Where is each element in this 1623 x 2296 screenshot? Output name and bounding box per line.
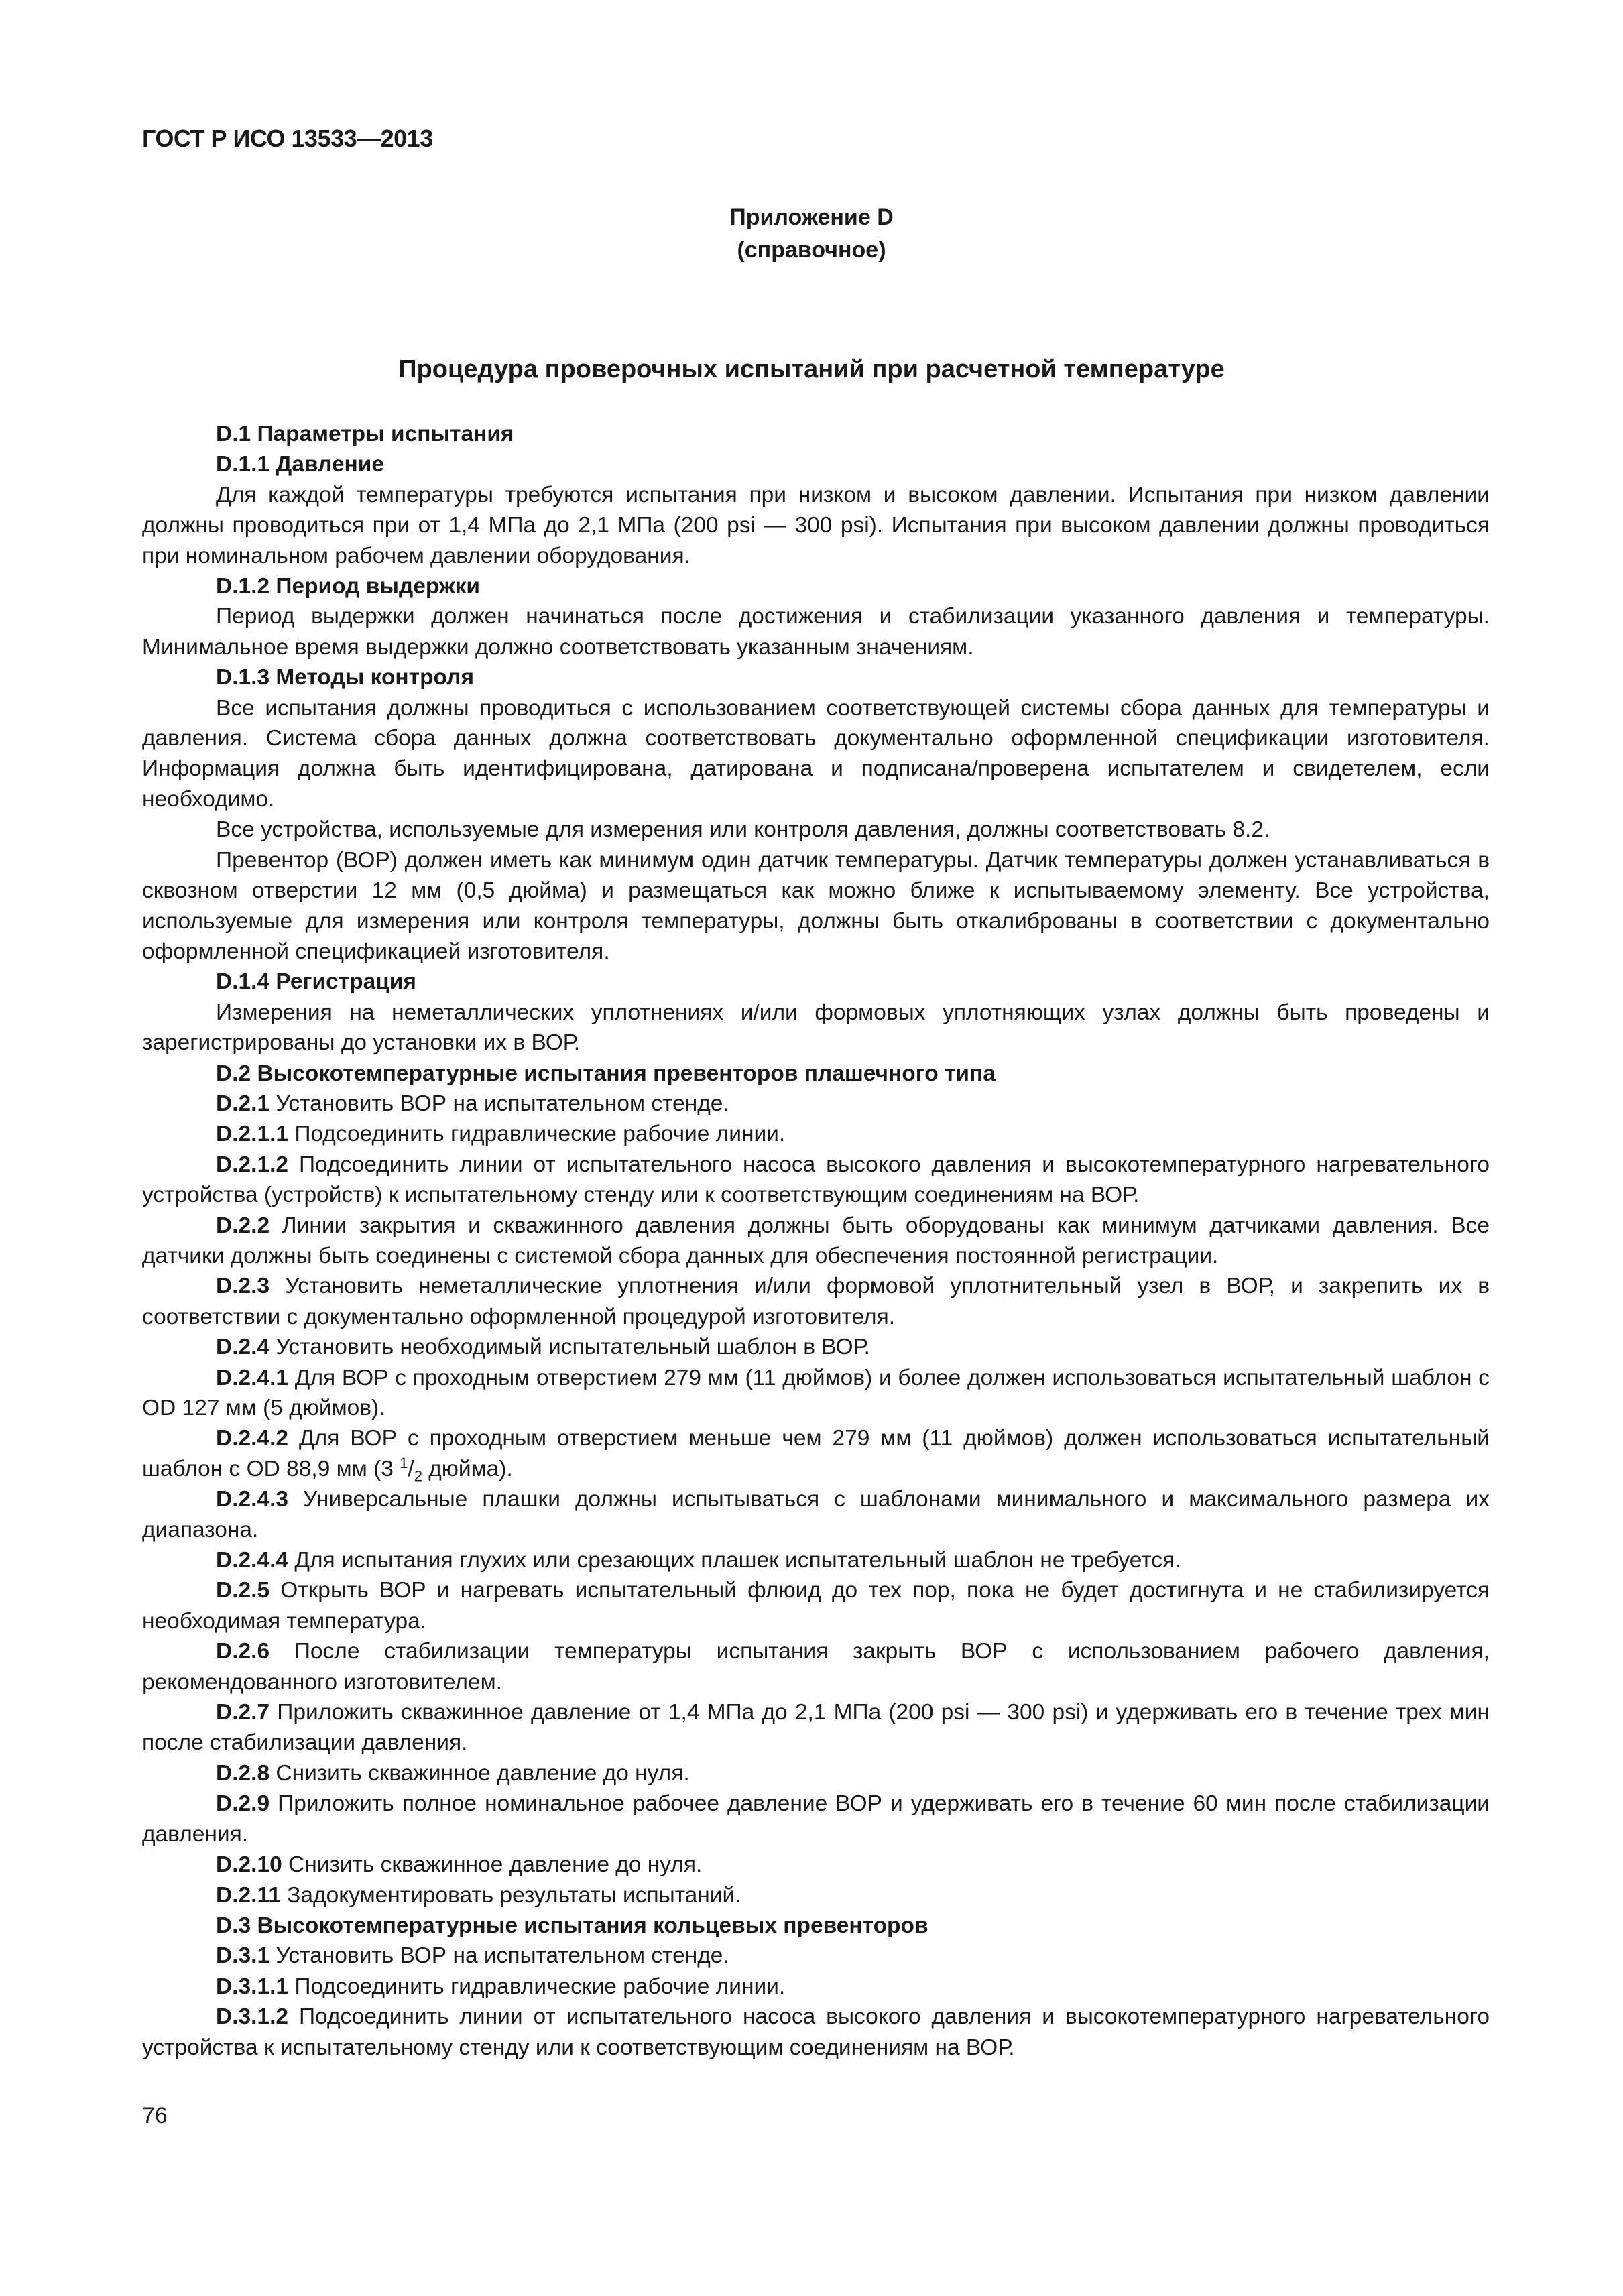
clause-number: D.2.10: [216, 1852, 282, 1878]
clause-number: D.2.4: [216, 1335, 270, 1360]
paragraph: [142, 1789, 1490, 1850]
paragraph: Превентор (ВОР) должен иметь как минимум один датчик температуры. Датчик температуры должен устанавливаться в сквозном отверстии 12 мм (0,5 дюйма) и размещаться как можно ближе к испытываемому элементу. Все устройства, используемые для измерения или контроля температуры, должны быть откалиброваны в соответствии с документально оформленной спецификацией изготовителя.: [142, 847, 1490, 964]
page-number: 76: [142, 2103, 168, 2128]
clause-number: D.2.6: [216, 1639, 270, 1665]
paragraph: [142, 1484, 1490, 1545]
clause-text: Снизить скважинное давление до нуля.: [269, 1760, 690, 1786]
clause-text: Снизить скважинное давление до нуля.: [282, 1852, 703, 1878]
paragraph: [142, 1636, 1490, 1697]
paragraph: [142, 1850, 1490, 1880]
paragraph: D.2.4.2 Для ВОР с проходным отверстием меньше чем 279 мм (11 дюймов) должен использоваться испытательный шаблон с OD 88,9 мм (3 $^1/_2$ дюйма).: [142, 1426, 1490, 1485]
paragraph: [142, 1697, 1490, 1758]
clause-number: D.3.1: [216, 1943, 270, 1969]
clause-number: D.2.1.1: [216, 1122, 289, 1147]
paragraph: [142, 1972, 1490, 2002]
subsection-heading: D.2 Высокотемпературные испытания превенторов плашечного типа: [216, 1061, 996, 1086]
clause-text: Подсоединить линии от испытательного насоса высокого давления и высокотемпературного нагревательного устройства (устройств) к испытательному стенду или к соответствующим соединениям на ВОР.: [142, 1152, 1490, 1208]
clause-text: Для ВОР с проходным отверстием 279 мм (11 дюймов) и более должен использоваться испытательный шаблон с OD 127 мм (5 дюймов).: [142, 1365, 1490, 1421]
clause-number: D.2.4.2: [216, 1426, 289, 1451]
clause-text: Установить необходимый испытательный шаблон в ВОР.: [269, 1335, 870, 1360]
clause-number: D.2.9: [216, 1791, 270, 1817]
paragraph: Измерения на неметаллических уплотнениях и/или формовых уплотняющих узлах должны быть проведены и зарегистрированы до установки их в ВОР.: [142, 1000, 1490, 1056]
paragraph: [142, 1575, 1490, 1636]
paragraph: [142, 1363, 1490, 1424]
clause-text: Универсальные плашки должны испытываться с шаблонами минимального и максимального размера их диапазона.: [142, 1487, 1490, 1543]
clause-text: Приложить скважинное давление от 1,4 МПа до 2,1 МПа (200 psi — 300 psi) и удерживать его в течение трех мин после стабилизации давления.: [142, 1700, 1490, 1756]
clause-number: D.3.1.1: [216, 1974, 289, 1999]
clause-text: Открыть ВОР и нагревать испытательный флюид до тех пор, пока не будет достигнута и не стабилизируется необходимая температура.: [142, 1578, 1490, 1634]
paragraph: [142, 1271, 1490, 1332]
annex-name: Приложение D: [729, 204, 894, 230]
clause-text: Подсоединить гидравлические рабочие линии.: [288, 1122, 786, 1147]
document-header: ГОСТ Р ИСО 13533—2013: [142, 125, 433, 152]
paragraph: [142, 1880, 1490, 1911]
annex-type: (справочное): [737, 237, 886, 263]
clause-number: D.2.8: [216, 1760, 270, 1786]
subsection-heading: D.1.3 Методы контроля: [216, 665, 474, 690]
clause-text: Для испытания глухих или срезающих плашек испытательный шаблон не требуется.: [288, 1548, 1181, 1573]
paragraph: [142, 1545, 1490, 1575]
subsection-heading: D.1.2 Период выдержки: [216, 574, 480, 599]
clause-number: D.2.1.2: [216, 1152, 289, 1177]
clause-number: D.2.3: [216, 1274, 270, 1299]
paragraph: [142, 1758, 1490, 1789]
clause-number: D.2.4.4: [216, 1548, 289, 1573]
paragraph: [142, 1941, 1490, 1971]
clause-text-tail: дюйма).: [422, 1456, 513, 1482]
paragraph: Все устройства, используемые для измерения или контроля давления, должны соответствовать 8.2.: [216, 817, 1270, 843]
paragraph: Для каждой температуры требуются испытания при низком и высоком давлении. Испытания при низком давлении должны проводиться при от 1,4 МПа до 2,1 МПа (200 psi — 300 psi). Испытания при высоком давлении должны проводиться при номинальном рабочем давлении оборудования.: [142, 482, 1490, 568]
clause-number: D.2.7: [216, 1700, 270, 1726]
subsection-heading: D.1.1 Давление: [216, 452, 384, 477]
clause-number: D.2.5: [216, 1578, 270, 1604]
fraction-numerator: 1: [400, 1454, 408, 1471]
paragraph: [142, 1332, 1490, 1362]
clause-number: D.2.2: [216, 1213, 270, 1238]
section-title: Процедура проверочных испытаний при расчетной температуре: [398, 355, 1225, 383]
clause-number: D.2.4.3: [216, 1487, 289, 1512]
subsection-heading: D.3 Высокотемпературные испытания кольцевых превенторов: [216, 1913, 928, 1938]
annex-heading: [0, 201, 1623, 267]
clause-text: Приложить полное номинальное рабочее давление ВОР и удерживать его в течение 60 мин после стабилизации давления.: [142, 1791, 1490, 1847]
clause-text: Задокументировать результаты испытаний.: [280, 1882, 741, 1908]
paragraph: [142, 1150, 1490, 1211]
subsection-heading: D.1 Параметры испытания: [216, 422, 514, 446]
clause-number: D.2.4.1: [216, 1365, 289, 1390]
clause-text: Линии закрытия и скважинного давления должны быть оборудованы как минимум датчиками давления. Все датчики должны быть соединены с системой сбора данных для обеспечения постоянной регистрации.: [142, 1213, 1490, 1268]
subsection-heading: D.1.4 Регистрация: [216, 969, 416, 995]
document-body: [142, 419, 1490, 2063]
paragraph: Период выдержки должен начинаться после достижения и стабилизации указанного давления и температуры. Минимальное время выдержки должно соответствовать указанным значениям.: [142, 604, 1490, 660]
clause-text: Для ВОР с проходным отверстием меньше чем 279 мм (11 дюймов) должен использоваться испытательный шаблон с OD 88,9 мм (3: [142, 1426, 1490, 1482]
clause-text: Установить неметаллические уплотнения и/или формовой уплотнительный узел в ВОР, и закрепить их в соответствии с документально оформленной процедурой изготовителя.: [142, 1274, 1490, 1329]
paragraph: [142, 2002, 1490, 2063]
clause-text: Установить ВОР на испытательном стенде.: [269, 1091, 729, 1116]
paragraph: [142, 1211, 1490, 1272]
paragraph: Все испытания должны проводиться с использованием соответствующей системы сбора данных для температуры и давления. Система сбора данных должна соответствовать документально оформленной спецификации изготовителя. Информация должна быть идентифицирована, датирована и подписана/проверена испытателем и свидетелем, если необходимо.: [142, 695, 1490, 812]
paragraph: [142, 1089, 1490, 1119]
clause-number: D.2.1: [216, 1091, 270, 1116]
clause-text: После стабилизации температуры испытания закрыть ВОР с использованием рабочего давления, рекомендованного изготовителем.: [142, 1639, 1490, 1695]
clause-text: Подсоединить линии от испытательного насоса высокого давления и высокотемпературного нагревательного устройства к испытательному стенду или к соответствующим соединениям на ВОР.: [142, 2004, 1490, 2060]
fraction-denominator: 2: [414, 1467, 422, 1485]
clause-number: D.3.1.2: [216, 2004, 289, 2030]
clause-text: Установить ВОР на испытательном стенде.: [269, 1943, 729, 1969]
clause-number: D.2.11: [216, 1882, 281, 1908]
clause-text: Подсоединить гидравлические рабочие линии.: [288, 1974, 786, 1999]
paragraph: [142, 1119, 1490, 1149]
